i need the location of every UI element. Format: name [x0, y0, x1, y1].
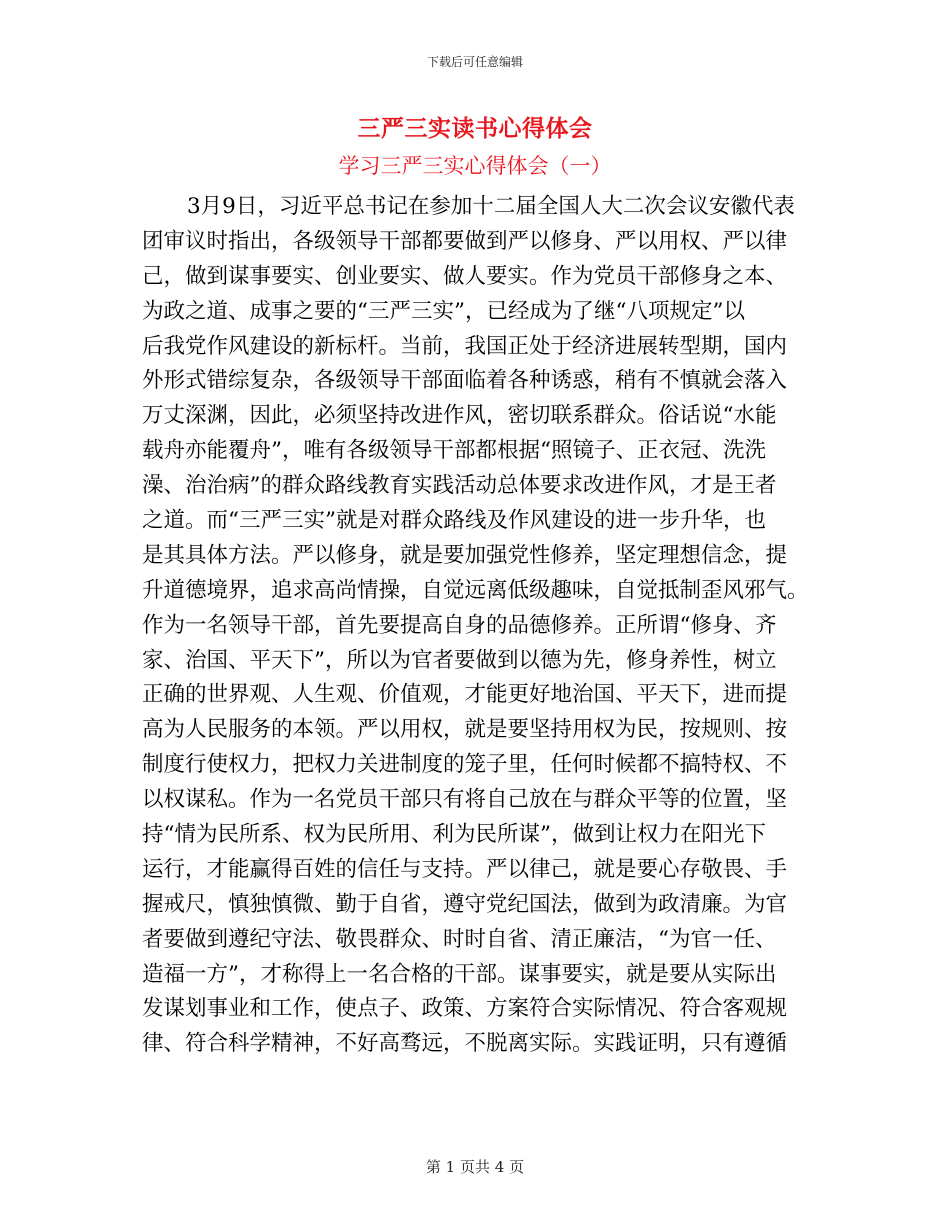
body-line: 握戒尺，慎独慎微、勤于自省，遵守党纪国法，做到为政清廉。为官 [142, 891, 788, 917]
body-line: 之道。而“三严三实”就是对群众路线及作风建设的进一步升华，也 [142, 508, 766, 534]
body-line: 己，做到谋事要实、创业要实、做人要实。作为党员干部修身之本、 [142, 263, 788, 289]
body-line: 载舟亦能覆舟”，唯有各级领导干部都根据“照镜子、正衣冠、洗洗 [142, 438, 766, 464]
body-line: 律、符合科学精神，不好高骛远，不脱离实际。实践证明，只有遵循 [142, 1031, 788, 1057]
body-line: 以权谋私。作为一名党员干部只有将自己放在与群众平等的位置，坚 [142, 787, 788, 813]
body-line: 制度行使权力，把权力关进制度的笼子里，任何时候都不搞特权、不 [142, 752, 788, 778]
body-line: 者要做到遵纪守法、敬畏群众、时时自省、清正廉洁，“为官一任、 [142, 926, 777, 952]
body-line: 发谋划事业和工作，使点子、政策、方案符合实际情况、符合客观规 [142, 996, 788, 1022]
body-line: 后我党作风建设的新标杆。当前，我国正处于经济进展转型期，国内 [142, 333, 788, 359]
body-line: 3月9日，习近平总书记在参加十二届全国人大二次会议安徽代表 [187, 194, 795, 219]
body-line: 运行，才能赢得百姓的信任与支持。严以律己，就是要心存敬畏、手 [142, 856, 788, 882]
body-line: 正确的世界观、人生观、价值观，才能更好地治国、平天下，进而提 [142, 682, 788, 708]
body-line: 造福一方”，才称得上一名合格的干部。谋事要实，就是要从实际出 [142, 961, 777, 987]
body-line: 持“情为民所系、权为民所用、利为民所谋”，做到让权力在阳光下 [142, 822, 766, 848]
body-line: 团审议时指出，各级领导干部都要做到严以修身、严以用权、严以律 [142, 228, 788, 254]
body-line: 澡、治治病”的群众路线教育实践活动总体要求改进作风，才是王者 [142, 473, 777, 499]
body-line: 家、治国、平天下”，所以为官者要做到以德为先，修身养性，树立 [142, 647, 777, 673]
document-subtitle: 学习三严三实心得体会（一） [338, 154, 612, 178]
body-line: 万丈深渊，因此，必须坚持改进作风，密切联系群众。俗话说“水能 [142, 403, 777, 429]
page-number: 第 1 页共 4 页 [425, 1158, 525, 1176]
document-title: 三严三实读书心得体会 [357, 115, 593, 142]
page-header-note: 下载后可任意编辑 [426, 55, 523, 69]
body-line: 外形式错综复杂，各级领导干部面临着各种诱惑，稍有不慎就会落入 [142, 368, 788, 394]
body-line: 为政之道、成事之要的“三严三实”，已经成为了继“八项规定”以 [142, 298, 745, 324]
body-line: 高为人民服务的本领。严以用权，就是要坚持用权为民，按规则、按 [142, 717, 788, 743]
body-line: 作为一名领导干部，首先要提高自身的品德修养。正所谓“修身、齐 [142, 612, 777, 638]
body-line: 是其具体方法。严以修身，就是要加强党性修养，坚定理想信念，提 [142, 542, 788, 568]
body-text [142, 190, 812, 1062]
body-line: 升道德境界，追求高尚情操，自觉远离低级趣味，自觉抵制歪风邪气。 [142, 577, 809, 603]
